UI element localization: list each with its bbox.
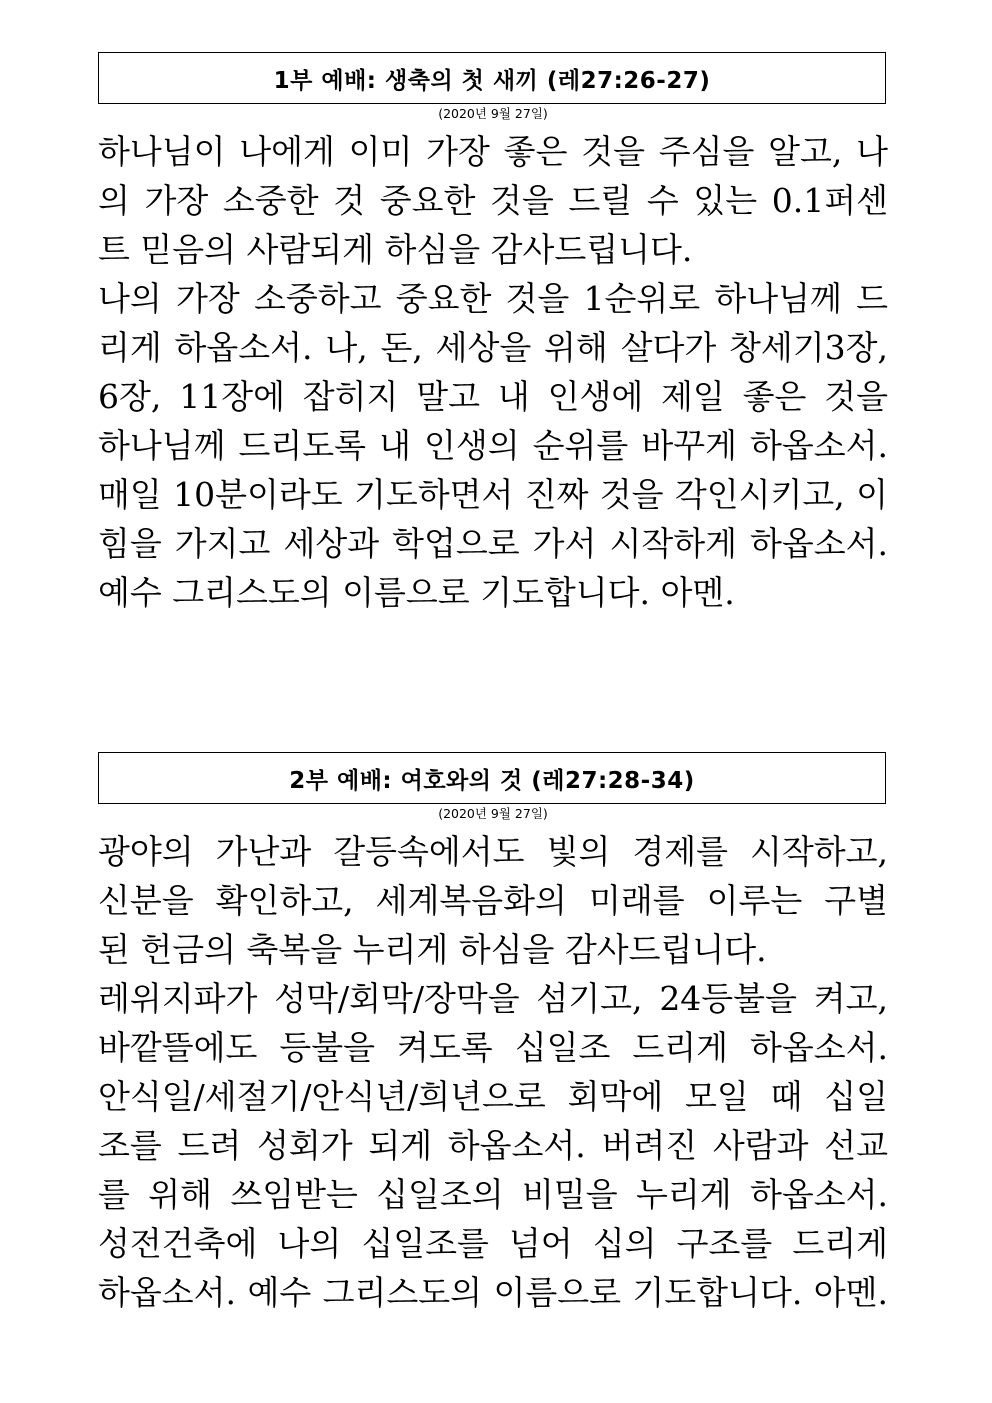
prayer-line: 예수 그리스도의 이름으로 기도합니다. 아멘. [98, 573, 735, 612]
prayer-line: 매일 10분이라도 기도하면서 진짜 것을 각인시키고, 이 [98, 475, 888, 514]
prayer-line: 나의 가장 소중하고 중요한 것을 1순위로 하나님께 드 [98, 279, 888, 318]
prayer-line: 의 가장 소중한 것 중요한 것을 드릴 수 있는 0.1퍼센 [98, 181, 888, 220]
section-date: (2020년 9월 27일) [438, 806, 548, 821]
section-title-box [98, 752, 886, 804]
prayer-line: 트 믿음의 사람되게 하심을 감사드립니다. [98, 230, 693, 269]
section-title-box [98, 52, 886, 104]
prayer-line: 6장, 11장에 잡히지 말고 내 인생에 제일 좋은 것을 [98, 377, 888, 416]
section-date: (2020년 9월 27일) [438, 106, 548, 121]
prayer-text [98, 827, 888, 1317]
prayer-line: 광야의 가난과 갈등속에서도 빛의 경제를 시작하고, [98, 832, 888, 871]
prayer-line: 된 헌금의 축복을 누리게 하심을 감사드립니다. [98, 930, 767, 969]
prayer-line: 성전건축에 나의 십일조를 넘어 십의 구조를 드리게 [98, 1224, 888, 1263]
section-title: 1부 예배: 생축의 첫 새끼 (레27:26-27) [273, 67, 711, 94]
prayer-line: 바깥뜰에도 등불을 켜도록 십일조 드리게 하옵소서. [98, 1028, 888, 1067]
prayer-line: 레위지파가 성막/회막/장막을 섬기고, 24등불을 켜고, [98, 979, 888, 1018]
prayer-line: 조를 드려 성회가 되게 하옵소서. 버려진 사람과 선교 [98, 1126, 888, 1165]
prayer-line: 리게 하옵소서. 나, 돈, 세상을 위해 살다가 창세기3장, [98, 328, 888, 367]
prayer-line: 안식일/세절기/안식년/희년으로 회막에 모일 때 십일 [98, 1077, 888, 1116]
prayer-text [98, 127, 888, 617]
section-title: 2부 예배: 여호와의 것 (레27:28-34) [289, 767, 695, 794]
prayer-line: 힘을 가지고 세상과 학업으로 가서 시작하게 하옵소서. [98, 524, 888, 563]
prayer-line: 하옵소서. 예수 그리스도의 이름으로 기도합니다. 아멘. [98, 1273, 888, 1312]
prayer-line: 하나님께 드리도록 내 인생의 순위를 바꾸게 하옵소서. [98, 426, 888, 465]
prayer-line: 신분을 확인하고, 세계복음화의 미래를 이루는 구별 [98, 881, 888, 920]
prayer-line: 하나님이 나에게 이미 가장 좋은 것을 주심을 알고, 나 [98, 132, 888, 171]
prayer-section-1 [98, 52, 888, 617]
prayer-line: 를 위해 쓰임받는 십일조의 비밀을 누리게 하옵소서. [98, 1175, 888, 1214]
prayer-section-2 [98, 752, 888, 1317]
